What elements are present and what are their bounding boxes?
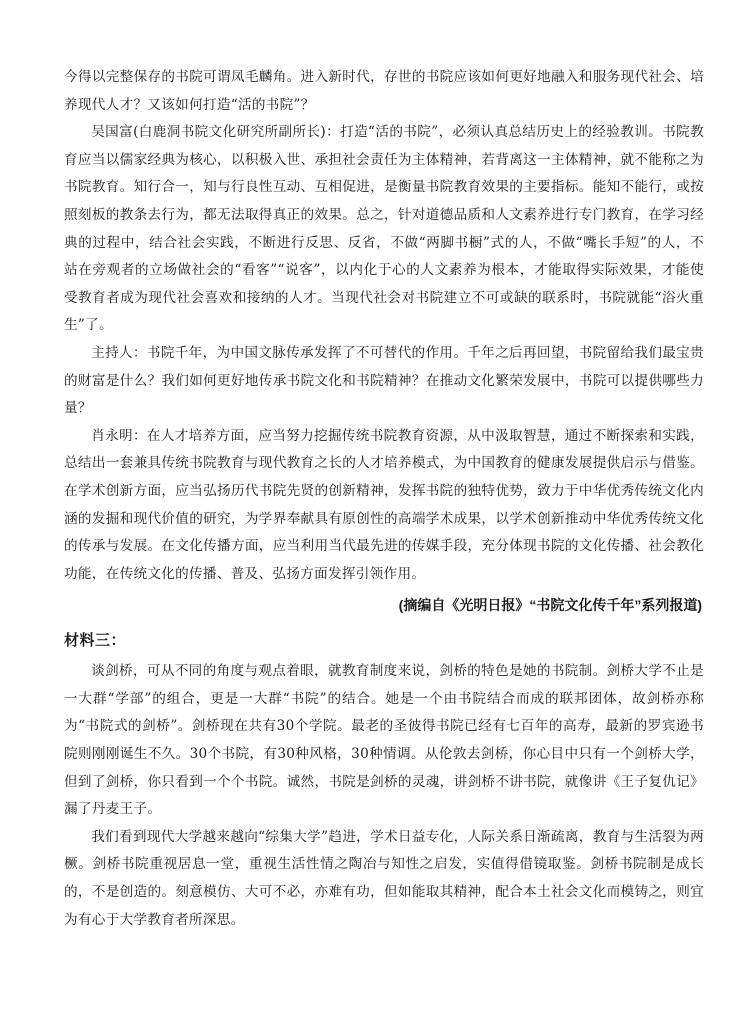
document-body (64, 64, 704, 934)
paragraph: 吴国富(白鹿洞书院文化研究所副所长)：打造“活的书院”，必须认真总结历史上的经验教训。书院教育应当以儒家经典为核心，以积极入世、承担社会责任为主体精神，若背离这一主体精神，就不能称之为书院教育。知行合一，知与行良性互动、互相促进，是衡量书院教育效果的主要指标。能知不能行，或按照刻板的教条去行为，都无法取得真正的效果。总之，针对道德品质和人文素养进行专门教育，在学习经典的过程中，结合社会实践，不断进行反思、反省，不做“两脚书橱”式的人，不做“嘴长手短”的人，不站在旁观者的立场做社会的“看客”“说客”，以内化于心的人文素养为根本，才能取得实际效果，才能使受教育者成为现代社会喜欢和接纳的人才。当现代社会对书院建立不可或缺的联系时，书院就能“浴火重生”了。 (64, 124, 704, 334)
paragraph: 主持人：书院千年，为中国文脉传承发挥了不可替代的作用。千年之后再回望，书院留给我们最宝贵的财富是什么？我们如何更好地传承书院文化和书院精神？在推动文化繁荣发展中，书院可以提供哪些力量？ (64, 344, 704, 417)
paragraph: 今得以完整保存的书院可谓凤毛麟角。进入新时代，存世的书院应该如何更好地融入和服务现代社会、培养现代人才？又该如何打造“活的书院”？ (64, 69, 704, 113)
paragraph: 我们看到现代大学越来越向“综集大学”趋进，学术日益专化，人际关系日渐疏离，教育与生活裂为两橛。剑桥书院重视居息一堂，重视生活性情之陶冶与知性之启发，实值得借镜取鉴。剑桥书院制是成长的，不是创造的。刻意模仿、大可不必，亦难有功，但如能取其精神，配合本土社会文化而模铸之，则宜为有心于大学教育者所深思。 (64, 828, 704, 928)
section-heading: 材料三： (64, 632, 127, 650)
source-citation: (摘编自《光明日报》“书院文化传千年”系列报道) (398, 597, 702, 614)
paragraph: 肖永明：在人才培养方面，应当努力挖掘传统书院教育资源，从中汲取智慧，通过不断探索和实践，总结出一套兼具传统书院教育与现代教育之长的人才培养模式，为中国教育的健康发展提供启示与借鉴。在学术创新方面，应当弘扬历代书院先贤的创新精神，发挥书院的独特优势，致力于中华优秀传统文化内涵的发掘和现代价值的研究，为学界奉献具有原创性的高端学术成果，以学术创新推动中华优秀传统文化的传承与发展。在文化传播方面，应当利用当代最先进的传媒手段，充分体现书院的文化传播、社会教化功能，在传统文化的传播、普及、弘扬方面发挥引领作用。 (64, 427, 704, 582)
paragraph: 谈剑桥，可从不同的角度与观点着眼，就教育制度来说，剑桥的特色是她的书院制。剑桥大学不止是一大群“学部”的组合，更是一大群“书院”的结合。她是一个由书院结合而成的联邦团体，故剑桥亦称为“书院式的剑桥”。剑桥现在共有30个学院。最老的圣彼得书院已经有七百年的高寿，最新的罗宾逊书院则刚刚诞生不久。30个书院，有30种风格，30种情调。从伦敦去剑桥，你心目中只有一个剑桥大学，但到了剑桥，你只看到一个个书院。诚然，书院是剑桥的灵魂，讲剑桥不讲书院，就像讲《王子复仇记》漏了丹麦王子。 (64, 663, 704, 818)
